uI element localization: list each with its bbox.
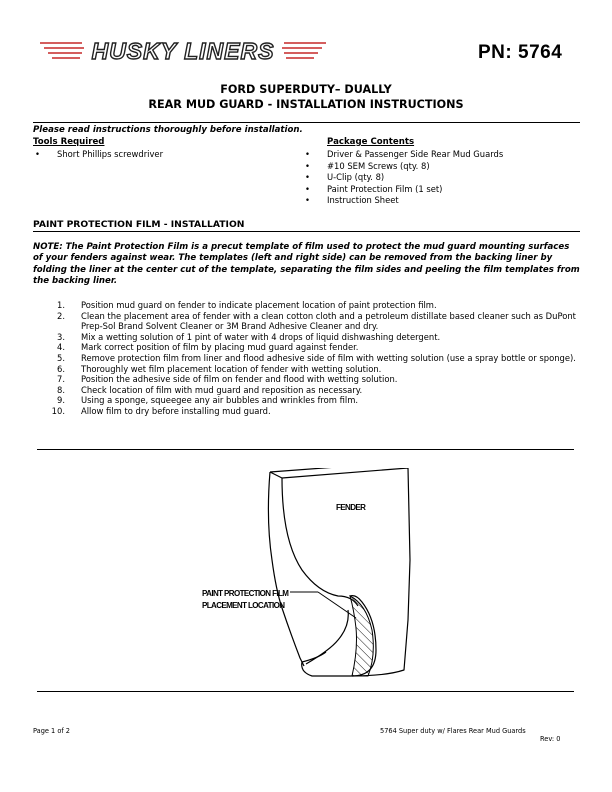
film-note: NOTE: The Paint Protection Film is a precut template of film used to protect the mud guard mounting surfaces of your fenders against wear. The templates (left and right side) can be removed from the backing liner by folding the liner at the center cut of the template, separating the film sides and peeling the film templates from the backing liner. <box>33 242 580 286</box>
section-heading: PAINT PROTECTION FILM - INSTALLATION <box>33 219 245 230</box>
divider <box>33 122 580 123</box>
film-placement-label: PAINT PROTECTION FILM <box>202 589 289 598</box>
film-placement-label: PLACEMENT LOCATION <box>202 601 285 610</box>
list-item <box>33 342 581 353</box>
step-text: Position the adhesive side of film on fender and flood with wetting solution. <box>81 374 398 385</box>
step-number: 9. <box>57 395 65 406</box>
step-text: Check location of film with mud guard and reposition as necessary. <box>81 384 363 395</box>
step-number: 10. <box>51 405 65 416</box>
divider <box>37 449 574 450</box>
list-item: • Short Phillips screwdriver <box>33 149 163 161</box>
step-text: Mark correct position of film by placing mud guard against fender. <box>81 342 359 353</box>
step-number: 5. <box>57 352 65 363</box>
page-number: Page 1 of 2 <box>33 727 70 735</box>
step-text: Clean the placement area of fender with a clean cotton cloth and a petroleum distillate based cleaner such as DuPont Prep-Sol Brand Solvent Cleaner or 3M Brand Adhesive Cleaner and dry. <box>81 310 576 332</box>
svg-text:HUSKY LINERS: HUSKY LINERS <box>91 38 275 64</box>
tools-list <box>33 149 163 161</box>
step-number: 4. <box>57 342 65 353</box>
part-number: PN: 5764 <box>478 42 563 63</box>
package-contents-list <box>303 149 503 207</box>
step-number: 8. <box>57 384 65 395</box>
list-item <box>33 332 581 343</box>
installation-steps <box>33 300 581 417</box>
step-number: 6. <box>57 363 65 374</box>
fender-diagram <box>196 468 426 690</box>
document-title-line1: FORD SUPERDUTY– DUALLY <box>220 83 392 96</box>
list-item <box>33 385 581 396</box>
step-text: Remove protection film from liner and flood adhesive side of film with wetting solution (use a spray bottle or sponge). <box>81 352 576 363</box>
divider <box>33 231 580 232</box>
husky-liners-logo <box>38 32 328 68</box>
list-item: • #10 SEM Screws (qty. 8) <box>303 161 503 173</box>
document-name: 5764 Super duty w/ Flares Rear Mud Guards <box>380 727 526 735</box>
list-item: • Driver & Passenger Side Rear Mud Guards <box>303 149 503 161</box>
revision: Rev: 0 <box>540 735 561 743</box>
step-number: 2. <box>57 310 65 321</box>
read-instructions-note: Please read instructions thoroughly before installation. <box>33 125 303 135</box>
step-number: 7. <box>57 374 65 385</box>
package-contents-heading: Package Contents <box>327 137 415 147</box>
step-text: Position mud guard on fender to indicate placement location of paint protection film. <box>81 300 437 310</box>
step-text: Allow film to dry before installing mud guard. <box>81 405 271 416</box>
list-item <box>33 353 581 364</box>
step-number: 1. <box>57 300 65 310</box>
list-item <box>33 364 581 375</box>
list-item <box>33 374 581 385</box>
tools-required-heading: Tools Required <box>33 137 105 147</box>
list-item <box>33 311 581 332</box>
list-item <box>33 395 581 406</box>
list-item <box>33 406 581 417</box>
step-text: Mix a wetting solution of 1 pint of water with 4 drops of liquid dishwashing detergent. <box>81 331 441 342</box>
document-title-line2: REAR MUD GUARD - INSTALLATION INSTRUCTIONS <box>148 98 464 111</box>
list-item: • Paint Protection Film (1 set) <box>303 184 503 196</box>
step-number: 3. <box>57 331 65 342</box>
divider <box>37 691 574 692</box>
list-item <box>33 300 581 311</box>
step-text: Thoroughly wet film placement location of fender with wetting solution. <box>81 363 382 374</box>
list-item: • U-Clip (qty. 8) <box>303 172 503 184</box>
step-text: Using a sponge, squeegee any air bubbles and wrinkles from film. <box>81 395 359 406</box>
fender-label: FENDER <box>336 503 366 512</box>
list-item: • Instruction Sheet <box>303 195 503 207</box>
